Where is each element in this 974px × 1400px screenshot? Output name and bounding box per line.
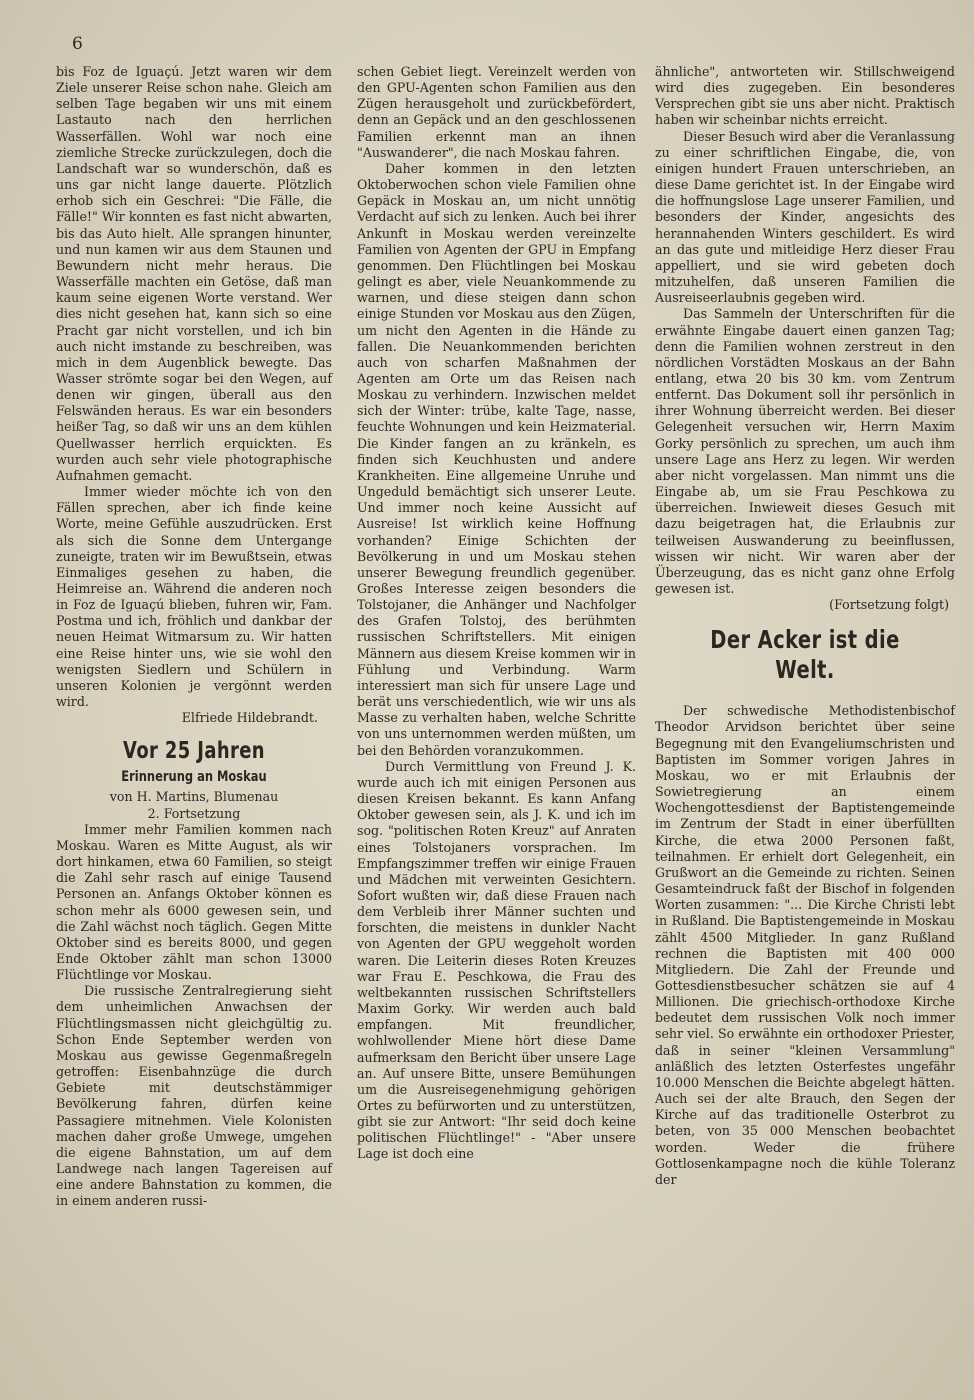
paragraph: Das Sammeln der Unterschriften für die erwähnte Eingabe dauert einen ganzen Tag; denn die Familien wohnen zerstreut in den nördlichen Vorstädten Moskaus an der Bahn entlang, etwa 20 bis 30 km. vom Zentrum entfernt. Das Dokument soll ihr persönlich in ihrer Wohnung überreicht werden. Bei dieser Gelegenheit versuchen wir, Herrn Maxim Gorky persönlich zu sprechen, um auch ihm unsere Lage ans Herz zu legen. Wir werden aber nicht vorgelassen. Man nimmt uns die Eingabe ab, um sie Frau Peschkowa zu überreichen. Inwieweit dieses Gesuch mit dazu beigetragen hat, die Erlaubnis zur teilweisen Auswanderung zu beeinflussen, wissen wir nicht. Wir waren aber der Überzeugung, das es nicht ganz ohne Erfolg gewesen ist. xyxy=(655,306,955,596)
column-1 xyxy=(56,64,332,1209)
paragraph: Immer mehr Familien kommen nach Moskau. Waren es Mitte August, als wir dort hinkamen, etwa 60 Familien, so steigt die Zahl sehr rasch auf einige Tausend Personen an. Anfangs Oktober können es schon mehr als 6000 gewesen sein, und die Zahl wächst noch täglich. Gegen Mitte Oktober sind es bereits 8000, und gegen Ende Oktober zählt man schon 13000 Flüchtlinge vor Moskau. xyxy=(56,821,332,983)
paragraph: ähnliche", antworteten wir. Stillschweigend wird dies zugegeben. Ein besonderes Versprechen gibt sie uns aber nicht. Praktisch haben wir scheinbar nichts erreicht. xyxy=(655,64,955,128)
article-subheading: Erinnerung an Moskau xyxy=(121,769,267,786)
paragraph: Immer wieder möchte ich von den Fällen sprechen, aber ich finde keine Worte, meine Gefühle auszudrücken. Erst als sich die Sonne dem Untergange zuneigte, traten wir im Bewußtsein, etwas Einmaliges gesehen zu haben, die Heimreise an. Während die anderen noch in Foz de Iguaçú blieben, fuhren wir, Fam. Postma und ich, fröhlich und dankbar der neuen Heimat Witmarsum zu. Wir hatten eine Reise hinter uns, wie sie wohl den wenigsten Siedlern und Schülern in unseren Kolonien je vergönnt werden wird. xyxy=(56,484,332,710)
column-2 xyxy=(357,64,636,1163)
paragraph: Dieser Besuch wird aber die Veranlassung zu einer schriftlichen Eingabe, die, von einigen hundert Frauen unterschrieben, an diese Dame gerichtet ist. In der Eingabe wird die hoffnungslose Lage unserer Familien, und besonders der Kinder, angesichts des herannahenden Winters geschildert. Es wird an das gute und mitleidige Herz dieser Frau appelliert, und sie wird gebeten doch mitzuhelfen, daß unseren Familien die Ausreiseerlaubnis gegeben wird. xyxy=(655,128,955,306)
article-byline: von H. Martins, Blumenau xyxy=(109,789,279,805)
article-part-label: 2. Fortsetzung xyxy=(147,805,241,821)
paragraph: schen Gebiet liegt. Vereinzelt werden von den GPU-Agenten schon Familien aus den Zügen herausgeholt und zurückbefördert, denn an Gepäck und an den geschlossenen Familien erkennt man an ihnen "Auswanderer", die nach Moskau fahren. xyxy=(357,64,636,160)
paragraph: bis Foz de Iguaçú. Jetzt waren wir dem Ziele unserer Reise schon nahe. Gleich am selben Tage begaben wir uns mit einem Lastauto nach den herrlichen Wasserfällen. Wohl war noch eine ziemliche Strecke zurückzulegen, doch die Landschaft war so wunderschön, daß es uns gar nicht lange dauerte. Plötzlich erhob sich ein Geschrei: "Die Fälle, die Fälle!" Wir konnten es fast nicht abwarten, bis das Auto hielt. Alle sprangen hinunter, und nun kamen wir aus dem Staunen und Bewundern nicht mehr heraus. Die Wasserfälle machten ein Getöse, daß man kaum seine eigenen Worte verstand. Wer dies nicht gesehen hat, kann sich so eine Pracht gar nicht vorstellen, und ich bin auch nicht imstande zu beschreiben, was mich in dem Augenblick bewegte. Das Wasser strömte sogar bei den Wegen, auf denen wir gingen, überall aus den Felswänden heraus. Es war ein besonders heißer Tag, so daß wir uns an dem kühlen Quellwasser herrlich erquickten. Es wurden auch sehr viele photographische Aufnahmen gemacht. xyxy=(56,64,332,483)
author-signature: Elfriede Hildebrandt. xyxy=(181,710,318,726)
continued-note: (Fortsetzung folgt) xyxy=(829,597,949,613)
paragraph: Der schwedische Methodistenbischof Theodor Arvidson berichtet über seine Begegnung mit den Evangeliumschristen und Baptisten im Sommer vorigen Jahres in Moskau, wo er mit Erlaubnis der Sowietregierung an einem Wochengottesdienst der Baptistengemeinde im Zentrum der Stadt in einer überfüllten Kirche, die etwa 2000 Personen faßt, teilnahmen. Er erhielt dort Gelegenheit, ein Grußwort an die Gemeinde zu richten. Seinen Gesamteindruck faßt der Bischof in folgenden Worten zusammen: "... Die Kirche Christi lebt in Rußland. Die Baptistengemeinde in Moskau zählt 4500 Mitglieder. In ganz Rußland rechnen die Baptisten mit 400 000 Mitgliedern. Die Zahl der Freunde und Gottesdienstbesucher schätzen sie auf 4 Millionen. Die griechisch-orthodoxe Kirche bedeutet dem russischen Volk noch immer sehr viel. So erwähnte ein orthodoxer Priester, daß in seiner "kleinen Versammlung" anläßlich des letzten Osterfestes ungefähr 10.000 Menschen die Beichte abgelegt hätten. Auch sei der alte Brauch, den Segen der Kirche auf das traditionelle Osterbrot zu beten, von 35 000 Menschen beobachtet worden. Weder die frühere Gottlosenkampagne noch die kühle Toleranz der xyxy=(655,703,955,1187)
paragraph: Durch Vermittlung von Freund J. K. wurde auch ich mit einigen Personen aus diesen Kreisen bekannt. Es kann Anfang Oktober gewesen sein, als J. K. und ich im sog. "politischen Roten Kreuz" auf Anraten eines Tolstojaners vorsprachen. Im Empfangszimmer treffen wir einige Frauen und Mädchen mit verweinten Gesichtern. Sofort wußten wir, daß diese Frauen nach dem Verbleib ihrer Männer suchten und forschten, die meistens in dunkler Nacht von Agenten der GPU weggeholt worden waren. Die Leiterin dieses Roten Kreuzes war Frau E. Peschkowa, die Frau des weltbekannten russischen Schriftstellers Maxim Gorky. Wir werden auch bald empfangen. Mit freundlicher, wohlwollender Miene hört diese Dame aufmerksam den Bericht über unsere Lage an. Auf unsere Bitte, unsere Bemühungen um die Ausreisegenehmigung gehörigen Ortes zu befürworten und zu unterstützen, gibt sie zur Antwort: "Ihr seid doch keine politischen Flüchtlinge!" - "Aber unsere Lage ist doch eine xyxy=(357,758,636,1162)
paragraph: Daher kommen in den letzten Oktoberwochen schon viele Familien ohne Gepäck in Moskau an, um nicht unnötig Verdacht auf sich zu lenken. Auch bei ihrer Ankunft in Moskau werden vereinzelte Familien von Agenten der GPU in Empfang genommen. Den Flüchtlingen bei Moskau gelingt es aber, viele Neuankommende zu warnen, und diese steigen dann schon einige Stunden vor Moskau aus den Zügen, um nicht den Agenten in die Hände zu fallen. Die Neuankommenden berichten auch von scharfen Maßnahmen der Agenten am Orte um das Reisen nach Moskau zu verhindern. Inzwischen meldet sich der Winter: trübe, kalte Tage, nasse, feuchte Wohnungen und kein Heizmaterial. Die Kinder fangen an zu kränkeln, es finden sich Keuchhusten und andere Krankheiten. Eine allgemeine Unruhe und Ungeduld bemächtigt sich unserer Leute. Und immer noch keine Aussicht auf Ausreise! Ist wirklich keine Hoffnung vorhanden? Einige Schichten der Bevölkerung in und um Moskau stehen unserer Bewegung freundlich gegenüber. Großes Interesse zeigen besonders die Tolstojaner, die Anhänger und Nachfolger des Grafen Tolstoj, des berühmten russischen Schriftstellers. Mit einigen Männern aus diesem Kreise kommen wir in Fühlung und Verbindung. Warm interessiert man sich für unsere Lage und berät uns verschiedentlich, wie wir uns als Masse zu verhalten haben, welche Schritte von uns unternommen werden müßten, um bei den Behörden voranzukommen. xyxy=(357,160,636,758)
article-heading: Der Acker ist die Welt. xyxy=(710,625,900,685)
column-3 xyxy=(655,64,955,1188)
paragraph: Die russische Zentralregierung sieht dem unheimlichen Anwachsen der Flüchtlingsmassen nicht gleichgültig zu. Schon Ende September werden von Moskau aus gewisse Gegenmaßregeln getroffen: Eisenbahnzüge die durch Gebiete mit deutschstämmiger Bevölkerung fahren, dürfen keine Passagiere mitnehmen. Viele Kolonisten machen daher große Umwege, umgehen die eigene Bahnstation, um auf dem Landwege nach langen Tagereisen auf eine andere Bahnstation zu kommen, die in einem anderen russi- xyxy=(56,983,332,1209)
article-heading: Vor 25 Jahren xyxy=(123,738,265,765)
page-number: 6 xyxy=(72,34,83,54)
